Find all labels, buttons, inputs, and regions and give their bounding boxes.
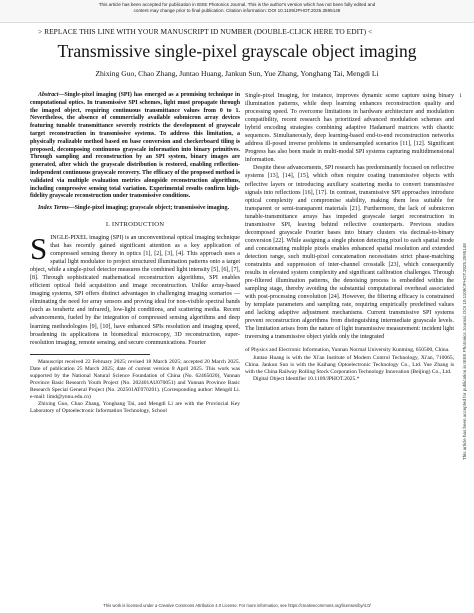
left-column	[30, 92, 240, 415]
author-list: Zhixing Guo, Chao Zhang, Juntao Huang, Jankun Sun, Yue Zhang, Yonghang Tai, Mengdi Li	[95, 69, 379, 78]
intro-lead: INGLE-PIXEL	[50, 235, 88, 241]
index-terms-label: Index Terms	[38, 205, 69, 212]
intro-text: imaging (SPI) is an unconventional optical imaging technique that has recently gained significant attention as a key application of compressed sensing theory in optics [1], [2], [3], [4]. This approach uses a spatial light modulator to project structured illumination patterns onto a target object, while a single-pixel detector measures the combined light intensity [5], [6], [7], [8]. Through sophisticated mathematical reconstruction algorithms, SPI enables efficient optical field acquisition and image reconstruction. Unlike array-based imaging systems, SPI offers distinct advantages in challenging imaging scenarios — eliminating the need for array sensors and proving ideal for non-visible spectral bands (such as terahertz and infrared), low-light conditions, and scattering media. Recent advancements, fueled by the integration of compressed sensing algorithms and deep learning methodologies [9], [10], have enhanced SPIs resolution and imaging speed, broadening its applications in biomedical microscopy, 3D reconstruction, super-resolution imaging, remote sensing, and secure communications. Fourier	[30, 235, 240, 346]
abstract-text: —Single-pixel imaging (SPI) has emerged as a promising technique in computational optics. In transmissive SPI schemes, light must propagate through the imaged object, requiring continuous transmittance values from 0 to 1. Nevertheless, the absence of commercially available submicron array devices featuring tunable transmittance severely restricts the development of grayscale target reconstruction in transmissive systems. To address this limitation, a physically realizable method based on base conversion and checkerboard tiling is proposed, decomposing continuous grayscale information into binary primitives. Through sampling and reconstruction by an SPI system, binary images are generated, after which the grayscale distribution is restored, enabling reflection-independent continuous grayscale recovery. The efficacy of the proposed method is validated via multiple evaluation metrics alongside reconstruction algorithms, including compressive sensing total variation. Experimental results confirm high-fidelity grayscale reconstruction under transmissive conditions.	[30, 92, 240, 200]
manuscript-id-line[interactable]: > REPLACE THIS LINE WITH YOUR MANUSCRIPT ID NUMBER (DOUBLE-CLICK HERE TO EDIT) <	[38, 27, 373, 36]
banner-line-1: This article has been accepted for publication in IEEE Photonics Journal. This is the author's version which has not been fully edited and	[98, 2, 376, 7]
footnote-authors-left: Zhixing Guo, Chao Zhang, Yonghang Tai, and Mengdi Li are with the Provincial Key Laboratory of Optoelectronic Information Technology, School	[30, 400, 240, 414]
index-terms-text: —Single-pixel imaging; grayscale object; transmissive imaging.	[68, 205, 229, 212]
right-paragraph-1: Single-pixel Imaging, for instance, improves dynamic scene capture using binary illumination patterns, while deep learning enhances reconstruction quality and processing speed. To overcome limitations in hardware architecture and modulation compatibility, recent research has prioritized advanced modulation schemes and hybrid encoding strategies combining adaptive Hadamard matrices with chaotic sequences. Simultaneously, deep learning-based end-to-end reconstruction networks address ill-posed inverse problems in undersampled scenarios [11], [12]. Significant Progress has also been made in multi-modal SPI systems capturing multidimensional information.	[245, 93, 454, 164]
right-column	[245, 92, 454, 383]
publication-banner	[0, 0, 474, 23]
abstract-label: Abstract	[38, 92, 59, 98]
footnote-manuscript: Manuscript received 22 February 2025; revised 18 March 2025; accepted 20 March 2025. Date of publication 25 March 2025; date of current version 8 April 2025. This work was supported by the National Natural Science Foundation of China (No. 62465020), Yunnan Province Basic Research Youth Project (No. 202401AU070051) and Yunnan Province Basic Research Special General Project (No. 202501AT070201). (Corresponding author: Mengdi Li. e-mail: limd@ynnu.edu.cn)	[30, 358, 240, 400]
abstract	[30, 92, 240, 201]
sidebar-citation: This article has been accepted for publication in IEEE Photonics Journal. DOI 10.1109/JPHOT.2025.3595148	[462, 243, 467, 460]
banner-line-2: content may change prior to final publication. Citation information: DOI 10.1109/JPHOT.2025.3595148	[133, 8, 341, 13]
paper-title: Transmissive single-pixel grayscale object imaging	[57, 41, 417, 61]
drop-cap: S	[30, 231, 48, 266]
license-footer[interactable]: This work is licensed under a Creative Commons Attribution 4.0 License. For more information, see https://creativecommons.org/licenses/by/4.0/	[103, 603, 371, 608]
intro-paragraph	[30, 231, 240, 347]
index-terms	[30, 205, 240, 213]
footnote-doi: Digital Object Identifier 10.1109/JPHOT.2025.*	[253, 375, 360, 382]
section-heading-introduction: I. INTRODUCTION	[105, 220, 165, 228]
footnote-authors-right: Juntao Huang is with the Xi'an Institute of Modern Control Technology, Xi'an, 710065, China. Jankun Sun is with the Kaihang Optoelectronic Technology Co., Ltd. Yue Zhang is with the China Railway Rolling Stock Corporation Technology Innovation (Beijing) Co., Ltd.	[245, 354, 454, 375]
page-number: 1	[459, 93, 462, 99]
footnote-affiliation-cont: of Physics and Electronic Information, Yunnan Normal University Kunming, 650500, China.	[245, 347, 450, 354]
right-paragraph-2: Despite these advancements, SPI research has predominantly focused on reflective systems [13], [14], [15], which often require coating transmissive objects with reflective layers or introducing auxiliary scattering media to convert transmissive signals into reflections [16], [17]. In contrast, transmissive SPI approaches introduce optical complexity and compromise stability, making them less suitable for transparent or semi-transparent materials [21]. Furthermore, the lack of submicron tunable-transmittance arrays has impeded grayscale target reconstruction in transmissive SPI, leaving behind reflective counterparts. Previous studies decomposed grayscale Fourier bases into binary clusters via decimal-to-binary conversion [22]. While assigning a single photon detecting pixel to each spatial mode and concatenating multiple pixels enables enhanced spatial resolution and extended detection range, such multi-pixel concatenation necessitates strict phase-matching constraints and suppression of inter-channel crosstalk [23], which consequently results in elevated system complexity and significant calibration challenges. Through pre-filtered illumination patterns, the denoising process is embedded within the sampling stage, thereby avoiding the substantial computational overhead associated with post-processing convolution [24]. However, the filtering efficacy is constrained by template parameters and sampling rate, requiring empirically predefined values and lacking adaptive adjustment mechanisms. Current transmissive SPI systems prevent reconstruction algorithms from distinguishing intermediate grayscale levels. The limitation arises from the nature of light transmissive measurement: incident light traversing a transmissive object yields only the integrated	[245, 165, 454, 341]
footnote-divider	[30, 354, 150, 355]
